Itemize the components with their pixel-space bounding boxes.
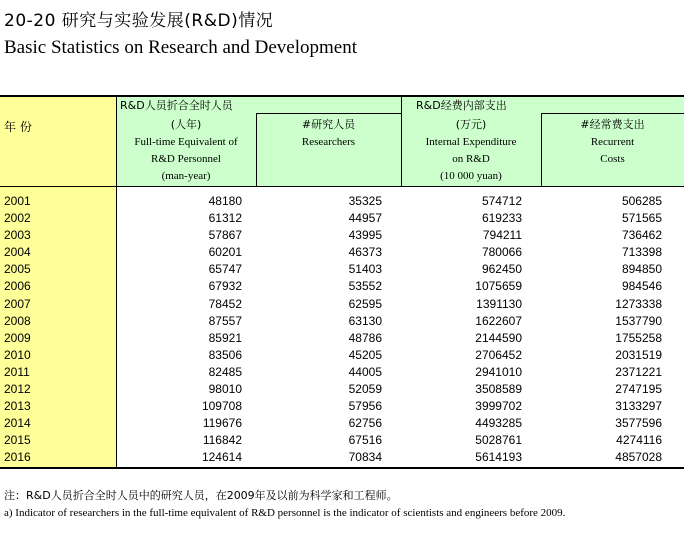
- recurrent-cell: 736462: [621, 228, 662, 243]
- researchers-cell: 45205: [348, 347, 382, 362]
- year-cell: 2009: [4, 330, 31, 345]
- recurrent-cell: 2747195: [615, 382, 662, 397]
- recurrent-english-line-1: Recurrent: [590, 136, 635, 148]
- group1-unit: (人年): [170, 118, 202, 131]
- year-cell: 2012: [4, 382, 31, 397]
- group1-english-line-2: R&D Personnel: [151, 153, 221, 165]
- group1-english-line-1: Full-time Equivalent of: [134, 136, 238, 148]
- fte-cell: 83506: [208, 347, 242, 362]
- researchers-english-header: Researchers: [301, 136, 356, 148]
- recurrent-cell: 894850: [621, 262, 662, 277]
- fte-cell: 116842: [202, 433, 242, 448]
- group2-header: R&D经费内部支出: [416, 99, 507, 112]
- researchers-cell: 43995: [348, 228, 382, 243]
- year-cell: 2010: [4, 347, 31, 362]
- year-cell: 2014: [4, 416, 31, 431]
- group1-english-line-3: (man-year): [161, 170, 211, 182]
- expenditure-cell: 5028761: [475, 433, 522, 448]
- expenditure-cell: 1391130: [476, 296, 522, 311]
- fte-cell: 124614: [201, 450, 242, 465]
- table-row: [0, 210, 684, 227]
- table-row: [0, 381, 684, 398]
- table-row: [0, 364, 684, 381]
- year-cell: 2015: [4, 433, 31, 448]
- fte-cell: 82485: [208, 364, 242, 379]
- researchers-cell: 67516: [348, 433, 382, 448]
- fte-cell: 57867: [208, 228, 242, 243]
- researchers-cell: 35325: [348, 194, 382, 208]
- expenditure-cell: 1075659: [475, 279, 522, 294]
- recurrent-cell: 3133297: [615, 399, 662, 414]
- recurrent-cell: 4274116: [616, 433, 662, 448]
- year-cell: 2004: [4, 245, 31, 260]
- year-cell: 2003: [4, 228, 31, 243]
- table-row: [0, 432, 684, 449]
- fte-cell: 87557: [208, 313, 242, 328]
- fte-cell: 60201: [208, 245, 242, 260]
- table-body: [0, 193, 684, 467]
- researchers-cell: 48786: [348, 330, 382, 345]
- expenditure-cell: 794211: [482, 228, 522, 243]
- table-title-chinese: 20-20 研究与实验发展(R&D)情况: [4, 11, 274, 31]
- table-row: [0, 296, 684, 313]
- expenditure-cell: 3999702: [475, 399, 522, 414]
- year-cell: 2002: [4, 211, 31, 226]
- researchers-header: #研究人员: [301, 118, 356, 131]
- table-row: [0, 227, 684, 244]
- expenditure-cell: 619233: [481, 211, 522, 226]
- year-cell: 2008: [4, 313, 31, 328]
- expenditure-cell: 574712: [481, 194, 522, 208]
- fte-cell: 119676: [202, 416, 242, 431]
- table-row: [0, 313, 684, 330]
- group2-english-header: [401, 134, 541, 185]
- recurrent-cell: 571565: [621, 211, 662, 226]
- researchers-cell: 62756: [348, 416, 382, 431]
- table-title-english: Basic Statistics on Research and Development: [4, 37, 357, 58]
- group2-english-line-2: on R&D: [452, 153, 490, 165]
- fte-cell: 78452: [208, 296, 242, 311]
- table-row: [0, 244, 684, 261]
- footnote-chinese: 注：R&D人员折合全时人员中的研究人员，在2009年及以前为科学家和工程师。: [4, 489, 398, 502]
- year-cell: 2006: [4, 279, 31, 294]
- researchers-cell: 51403: [348, 262, 382, 277]
- researchers-cell: 62595: [348, 296, 382, 311]
- expenditure-cell: 4493285: [475, 416, 522, 431]
- recurrent-cell: 713398: [621, 245, 662, 260]
- year-cell: 2016: [4, 450, 31, 465]
- group2-unit: (万元): [455, 118, 487, 131]
- fte-cell: 98010: [208, 382, 242, 397]
- recurrent-cell: 3577596: [615, 416, 662, 431]
- year-cell: 2011: [4, 364, 30, 379]
- table-row: [0, 278, 684, 295]
- table-row: [0, 449, 684, 466]
- header-bottom-rule: [0, 186, 684, 187]
- group1-header: R&D人员折合全时人员: [120, 99, 233, 112]
- fte-cell: 85921: [208, 330, 242, 345]
- expenditure-cell: 1622607: [475, 313, 522, 328]
- expenditure-cell: 3508589: [475, 382, 522, 397]
- recurrent-cell: 984546: [621, 279, 662, 294]
- researchers-cell: 57956: [348, 399, 382, 414]
- fte-cell: 48180: [208, 194, 242, 208]
- researchers-cell: 44957: [348, 211, 382, 226]
- researchers-cell: 63130: [348, 313, 382, 328]
- expenditure-cell: 780066: [481, 245, 522, 260]
- fte-cell: 61312: [208, 211, 242, 226]
- researchers-cell: 52059: [348, 382, 382, 397]
- recurrent-english-header: [541, 134, 684, 168]
- table-row: [0, 347, 684, 364]
- group1-english-header: [116, 134, 256, 185]
- group2-english-line-3: (10 000 yuan): [440, 170, 502, 182]
- expenditure-cell: 5614193: [475, 450, 522, 465]
- year-cell: 2001: [4, 194, 31, 208]
- year-column-header: 年 份: [4, 120, 32, 134]
- fte-cell: 109708: [201, 399, 242, 414]
- recurrent-english-line-2: Costs: [600, 153, 625, 165]
- recurrent-cell: 2371221: [615, 364, 662, 379]
- recurrent-cell: 1273338: [615, 296, 662, 311]
- table-row: [0, 330, 684, 347]
- expenditure-cell: 962450: [481, 262, 522, 277]
- table-row: [0, 415, 684, 432]
- recurrent-header: #经常费支出: [580, 118, 645, 131]
- table-row: [0, 193, 684, 210]
- table-row: [0, 261, 684, 278]
- year-cell: 2013: [4, 399, 31, 414]
- recurrent-cell: 1755258: [615, 330, 662, 345]
- researchers-cell: 46373: [348, 245, 382, 260]
- recurrent-cell: 2031519: [615, 347, 662, 362]
- footnote-english: a) Indicator of researchers in the full-time equivalent of R&D personnel is the indicator of scientists and engineers before 2009.: [4, 507, 566, 519]
- recurrent-cell: 4857028: [615, 450, 662, 465]
- recurrent-cell: 1537790: [615, 313, 662, 328]
- researchers-cell: 70834: [348, 450, 382, 465]
- table-bottom-rule: [0, 467, 684, 469]
- table-row: [0, 398, 684, 415]
- recurrent-cell: 506285: [621, 194, 662, 208]
- year-cell: 2007: [4, 296, 31, 311]
- fte-cell: 65747: [208, 262, 242, 277]
- expenditure-cell: 2706452: [475, 347, 522, 362]
- fte-cell: 67932: [208, 279, 242, 294]
- year-cell: 2005: [4, 262, 31, 277]
- group2-english-line-1: Internal Expenditure: [425, 136, 517, 148]
- expenditure-cell: 2144590: [475, 330, 522, 345]
- expenditure-cell: 2941010: [475, 364, 522, 379]
- researchers-cell: 53552: [348, 279, 382, 294]
- researchers-cell: 44005: [348, 364, 382, 379]
